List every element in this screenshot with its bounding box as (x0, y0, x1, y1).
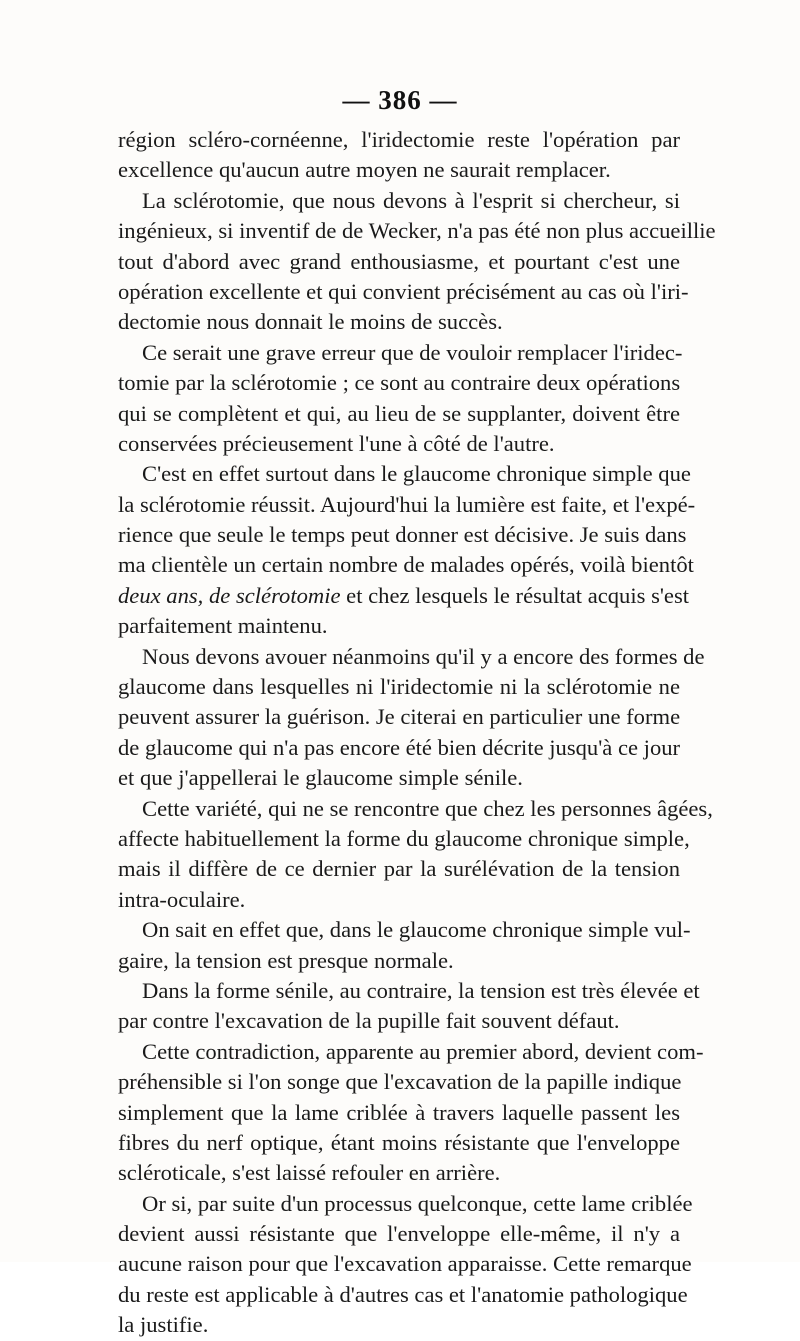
text-line: affecte habituellement la forme du glaucome chronique simple, (118, 825, 690, 851)
text-line: gaire, la tension est presque normale. (118, 947, 454, 973)
text-line: excellence qu'aucun autre moyen ne saurait remplacer. (118, 157, 611, 183)
text-line: qui se complètent et qui, au lieu de se supplanter, doivent être (118, 400, 680, 426)
body-text (118, 125, 716, 1341)
text-line: Dans la forme sénile, au contraire, la tension est très élevée et (142, 977, 700, 1003)
text-line: la justifie. (118, 1312, 209, 1338)
text-line: de glaucome qui n'a pas encore été bien décrite jusqu'à ce jour (118, 734, 681, 760)
text-line: région scléro-cornéenne, l'iridectomie reste l'opération par (118, 127, 680, 152)
text-line: opération excellente et qui convient précisément au cas où l'iri- (118, 278, 689, 304)
text-line: préhensible si l'on songe que l'excavation de la papille indique (118, 1069, 682, 1095)
text-line: glaucome dans lesquelles ni l'iridectomie ni la sclérotomie ne (118, 674, 680, 700)
page-number: — 386 — (342, 85, 458, 115)
text-line: tout d'abord avec grand enthousiasme, et pourtant c'est une (118, 248, 680, 274)
text-line: aucune raison pour que l'excavation apparaisse. Cette remarque (118, 1251, 692, 1277)
text-line: par contre l'excavation de la pupille fait souvent défaut. (118, 1008, 620, 1034)
text-line: ingénieux, si inventif de de Wecker, n'a pas été non plus accueillie (118, 218, 716, 244)
text-line: Ce serait une grave erreur que de vouloir remplacer l'iridec- (142, 339, 683, 365)
text-line: Or si, par suite d'un processus quelconque, cette lame criblée (142, 1190, 693, 1216)
text-line: rience que seule le temps peut donner est décisive. Je suis dans (118, 522, 687, 548)
italic-text: deux ans, de sclérotomie (118, 582, 341, 608)
text-line: Nous devons avouer néanmoins qu'il y a encore des formes de (142, 643, 705, 669)
text-line: intra-oculaire. (118, 886, 246, 912)
text-line: On sait en effet que, dans le glaucome chronique simple vul- (142, 917, 691, 943)
text-line: scléroticale, s'est laissé refouler en arrière. (118, 1160, 501, 1186)
text-line: fibres du nerf optique, étant moins résistante que l'enveloppe (118, 1129, 680, 1155)
text-line: C'est en effet surtout dans le glaucome chronique simple que (142, 461, 691, 487)
text-line: tomie par la sclérotomie ; ce sont au contraire deux opérations (118, 370, 681, 396)
text-line: Cette variété, qui ne se rencontre que chez les personnes âgées, (142, 795, 713, 821)
text-line: devient aussi résistante que l'enveloppe elle-même, il n'y a (118, 1221, 680, 1247)
text-line: La sclérotomie, que nous devons à l'esprit si chercheur, si (142, 187, 680, 213)
text-line (118, 581, 690, 611)
text-line: peuvent assurer la guérison. Je citerai en particulier une forme (118, 704, 681, 730)
text-line: mais il diffère de ce dernier par la surélévation de la tension (118, 856, 680, 882)
text-line: ma clientèle un certain nombre de malades opérés, voilà bientôt (118, 552, 694, 578)
text-line: et que j'appellerai le glaucome simple sénile. (118, 765, 523, 791)
text-line: Cette contradiction, apparente au premier abord, devient com- (142, 1038, 704, 1064)
text-line: la sclérotomie réussit. Aujourd'hui la lumière est faite, et l'expé- (118, 491, 696, 517)
text-line: simplement que la lame criblée à travers laquelle passent les (118, 1099, 680, 1125)
text-line: parfaitement maintenu. (118, 613, 328, 639)
text-line: conservées précieusement l'une à côté de l'autre. (118, 430, 555, 456)
text-line: du reste est applicable à d'autres cas et l'anatomie pathologique (118, 1281, 688, 1307)
line-text: et chez lesquels le résultat acquis s'est (340, 582, 690, 608)
text-line: dectomie nous donnait le moins de succès. (118, 309, 503, 335)
